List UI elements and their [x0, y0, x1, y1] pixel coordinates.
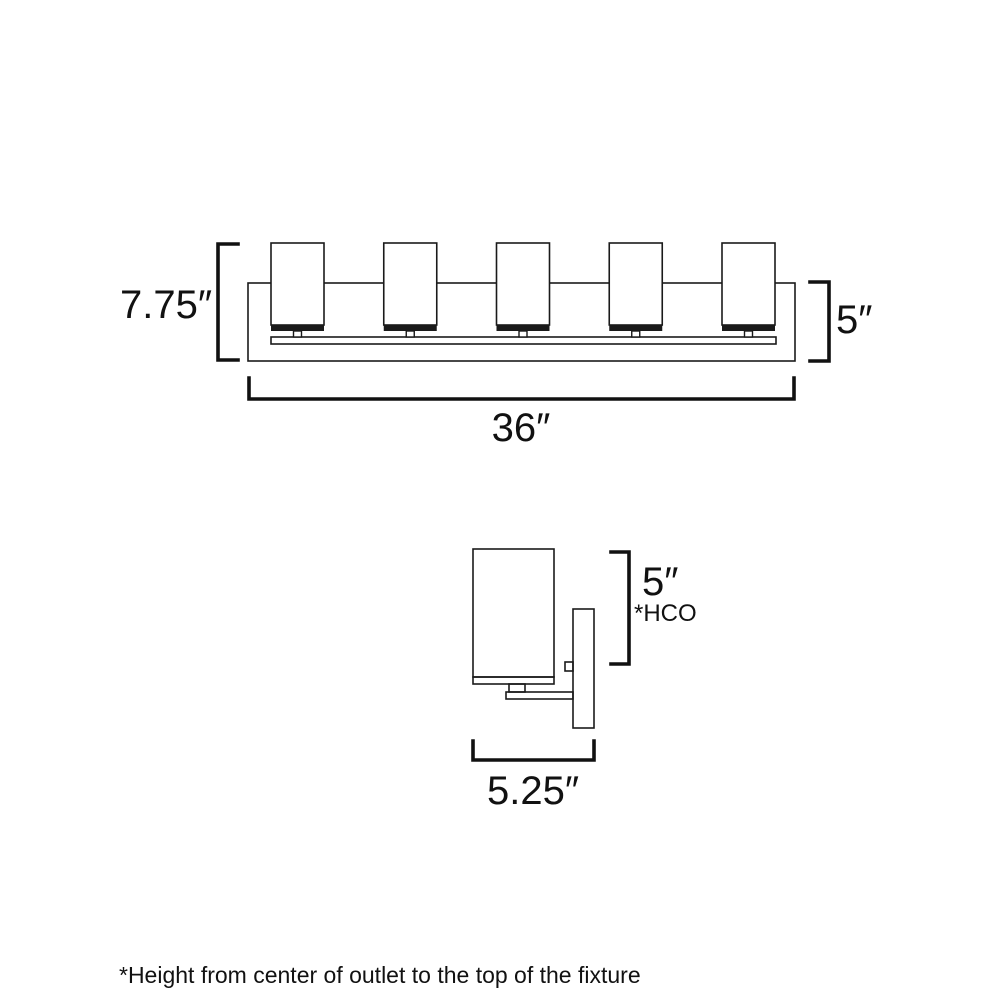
side-arm — [506, 692, 573, 699]
shade-rim — [271, 325, 324, 331]
side-shade — [473, 549, 554, 677]
side-height-bracket — [611, 552, 629, 664]
side-backplate — [573, 609, 594, 728]
shade-socket — [745, 331, 753, 337]
front-width-bracket — [249, 378, 794, 399]
front-shades — [271, 243, 775, 337]
footnote: *Height from center of outlet to the top of the fixture — [119, 962, 641, 988]
shade-body — [722, 243, 775, 325]
shade-rim — [497, 325, 550, 331]
shade-body — [384, 243, 437, 325]
side-shade-rim — [473, 677, 554, 684]
shade-socket — [406, 331, 414, 337]
front-shade-5 — [722, 243, 775, 337]
side-socket — [509, 684, 525, 692]
hco-label: *HCO — [634, 600, 697, 627]
front-height-bracket — [218, 244, 238, 360]
front-shade-4 — [609, 243, 662, 337]
shade-rim — [609, 325, 662, 331]
side-depth-label: 5.25″ — [486, 769, 580, 813]
front-view — [248, 243, 795, 361]
front-width-label: 36″ — [491, 406, 551, 450]
front-shade-2 — [384, 243, 437, 337]
shade-body — [497, 243, 550, 325]
front-shade-3 — [497, 243, 550, 337]
shade-socket — [519, 331, 527, 337]
outlet-marker — [565, 662, 573, 671]
arm-bar — [271, 337, 776, 344]
side-height-label: 5″ — [642, 560, 679, 604]
shade-socket — [632, 331, 640, 337]
shade-body — [271, 243, 324, 325]
shade-body — [609, 243, 662, 325]
backplate-height-label: 5″ — [836, 298, 873, 342]
shade-socket — [294, 331, 302, 337]
front-height-label: 7.75″ — [119, 283, 212, 327]
backplate-height-bracket — [810, 282, 829, 361]
side-view — [473, 549, 594, 728]
side-depth-bracket — [473, 741, 594, 760]
front-shade-1 — [271, 243, 324, 337]
shade-rim — [722, 325, 775, 331]
shade-rim — [384, 325, 437, 331]
